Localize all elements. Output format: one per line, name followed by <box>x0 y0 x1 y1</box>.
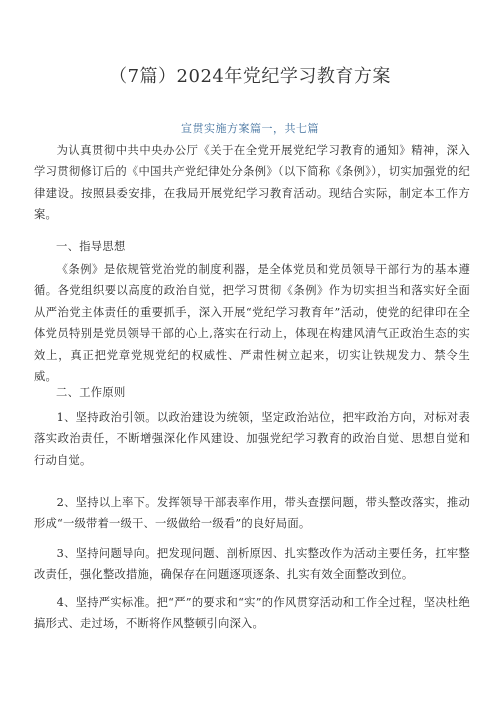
intro-paragraph: 为认真贯彻中共中央办公厅《关于在全党开展党纪学习教育的通知》精神，深入学习贯彻修订后的《中国共产党纪律处分条例》（以下简称《条例》），切实加强党的纪律建设。按照县委安排，在我局开展党纪学习教育活动。现结合实际，制定本工作方案。 <box>34 144 470 222</box>
document-title: （7篇）2024年党纪学习教育方案 <box>109 66 391 87</box>
section-heading-work-principles: 二、工作原则 <box>56 386 126 399</box>
principle-paragraph-4: 4、坚持严实标准。把“严”的要求和“实”的作风贯穿活动和工作全过程，坚决杜绝搞形式、走过场，不断将作风整顿引向深入。 <box>34 596 470 631</box>
principle-paragraph-2: 2、坚持以上率下。发挥领导干部表率作用，带头查摆问题，带头整改落实，推动形成“一级带着一级干、一级做给一级看”的良好局面。 <box>34 496 470 531</box>
document-subtitle: 宣贯实施方案篇一，共七篇 <box>181 122 319 135</box>
guiding-ideology-paragraph: 《条例》是依规管党治党的制度利器，是全体党员和党员领导干部行为的基本遵循。各党组织要以高度的政治自觉，把学习贯彻《条例》作为切实担当和落实好全面从严治党主体责任的重要抓手，深入开展“党纪学习教育年”活动，使党的纪律印在全体党员特别是党员领导干部的心上,落实在行动上，体现在构建风清气正政治生态的实效上，真正把党章党规党纪的权威性、严肃性树立起来，切实让铁规发力、禁令生威。 <box>34 263 470 384</box>
principle-paragraph-1: 1、坚持政治引领。以政治建设为统领，坚定政治站位，把牢政治方向，对标对表落实政治责任，不断增强深化作风建设、加强党纪学习教育的政治自觉、思想自觉和行动自觉。 <box>34 411 470 467</box>
principle-paragraph-3: 3、坚持问题导向。把发现问题、剖析原因、扎实整改作为活动主要任务，扛牢整改责任，强化整改措施，确保存在问题逐项逐条、扎实有效全面整改到位。 <box>34 547 470 582</box>
section-heading-guiding-ideology: 一、指导思想 <box>56 240 126 253</box>
